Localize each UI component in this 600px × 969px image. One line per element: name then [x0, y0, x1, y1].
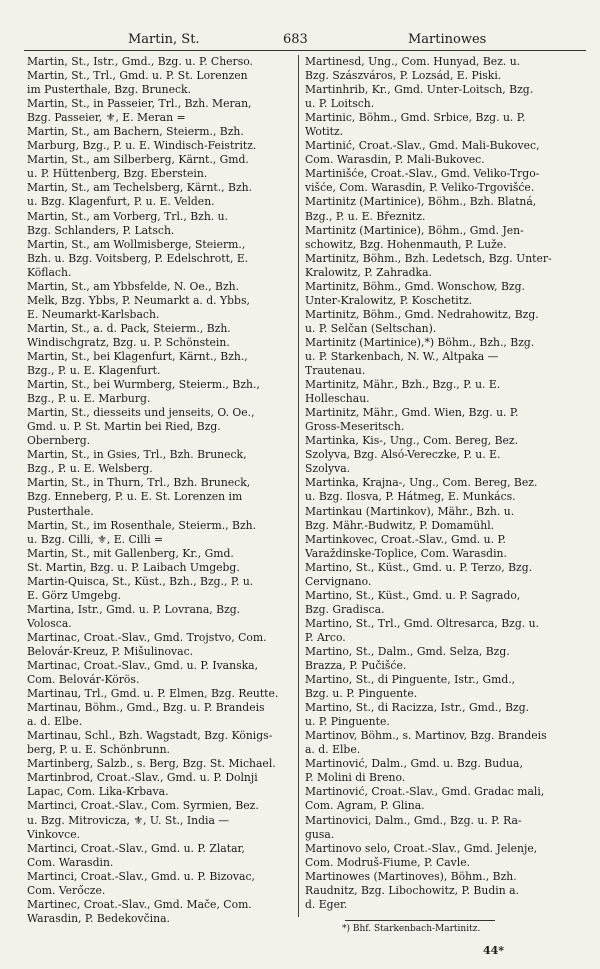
entry-line: Bzg., P. u. E. Březnitz.: [305, 209, 426, 223]
entry-line: Martinau, Schl., Bzh. Wagstadt, Bzg. Königs-: [27, 729, 273, 743]
entry-line: Com. Warasdin.: [27, 855, 114, 869]
entry-line: Martin, St., diesseits und jenseits, O. Oe.,: [27, 406, 255, 420]
entry-line: Martinovo selo, Croat.-Slav., Gmd. Jelenje,: [305, 841, 538, 855]
entry-line: d. Eger.: [305, 897, 348, 911]
entry-line: u. Bzg. Klagenfurt, P. u. E. Velden.: [27, 195, 215, 209]
printer-signature: 44*: [483, 944, 505, 957]
entry-line: Martinic, Böhm., Gmd. Srbice, Bzg. u. P.: [305, 111, 526, 125]
entry-line: im Pusterthale, Bzg. Bruneck.: [27, 83, 192, 97]
entry-line: Marburg, Bzg., P. u. E. Windisch-Feistritz.: [27, 139, 257, 153]
entry-line: Martinesd, Ung., Com. Hunyad, Bez. u.: [305, 55, 521, 68]
entry-line: Martin, St., am Vorberg, Trl., Bzh. u.: [27, 209, 229, 223]
entry-line: Martinišće, Croat.-Slav., Gmd. Veliko-Trgo-: [305, 167, 540, 181]
entry-line: Bzg. Szászváros, P. Lozsád, E. Piski.: [305, 69, 502, 83]
entry-line: Lapac, Com. Lika-Krbava.: [27, 785, 169, 799]
entry-line: Bzg. Enneberg, P. u. E. St. Lorenzen im: [27, 490, 243, 504]
entry-line: Martin-Quisca, St., Küst., Bzh., Bzg., P. u.: [27, 574, 254, 588]
entry-line: Martin, St., am Ybbsfelde, N. Oe., Bzh.: [27, 279, 240, 293]
entry-line: Bzg., P. u. E. Marburg.: [27, 392, 151, 406]
entry-line: Martino, St., Küst., Gmd. u. P. Terzo, Bzg.: [305, 560, 533, 574]
entry-line: Martinov, Böhm., s. Martinov, Bzg. Brandeis: [305, 729, 547, 743]
left-column: [27, 55, 293, 926]
entry-line: Com. Agram, P. Glina.: [305, 799, 425, 813]
entry-line: Varaždinske-Toplice, Com. Warasdin.: [305, 546, 507, 560]
entry-line: Bzg. Mähr.-Budwitz, P. Domamühl.: [305, 518, 495, 532]
entry-line: E. Neumarkt-Karlsbach.: [27, 307, 160, 321]
entry-line: Unter-Kralowitz, P. Koschetitz.: [305, 293, 473, 307]
entry-line: Melk, Bzg. Ybbs, P. Neumarkt a. d. Ybbs,: [27, 293, 250, 307]
entry-line: Martin, St., am Techelsberg, Kärnt., Bzh.: [27, 181, 253, 195]
entry-line: Martinitz, Böhm., Gmd. Nedrahowitz, Bzg.: [305, 307, 539, 321]
entry-line: Martinka, Kis-, Ung., Com. Bereg, Bez.: [305, 434, 519, 448]
entry-line: Volosca.: [27, 616, 72, 630]
entry-line: Gross-Meseritsch.: [305, 420, 405, 434]
entry-line: Martin, St., am Bachern, Steierm., Bzh.: [27, 125, 244, 139]
entry-line: Martinitz, Böhm., Bzh. Ledetsch, Bzg. Unter-: [305, 251, 552, 265]
entry-line: Martino, St., Dalm., Gmd. Selza, Bzg.: [305, 644, 510, 658]
entry-line: Warasdin, P. Bedekovčina.: [27, 911, 170, 925]
entry-line: Szolyva, Bzg. Alsó-Vereczke, P. u. E.: [305, 448, 501, 462]
entry-line: Vinkovce.: [27, 827, 81, 841]
entry-line: Windischgratz, Bzg. u. P. Schönstein.: [27, 335, 230, 349]
entry-line: Szolyva.: [305, 462, 351, 476]
entry-line: Martinbrod, Croat.-Slav., Gmd. u. P. Dolnji: [27, 771, 258, 785]
column-divider: [298, 55, 299, 917]
entry-line: Martinitz, Mähr., Gmd. Wien, Bzg. u. P.: [305, 406, 519, 420]
entry-line: Bzg. u. P. Pinguente.: [305, 687, 418, 701]
entry-line: Martinitz (Martinice),*) Böhm., Bzh., Bzg.: [305, 335, 535, 349]
entry-line: Köflach.: [27, 265, 72, 279]
entry-line: u. Bzg. Cilli, ⚜, E. Cilli =: [27, 532, 163, 546]
entry-line: schowitz, Bzg. Hohenmauth, P. Luže.: [305, 237, 507, 251]
page-number: 683: [283, 32, 308, 47]
entry-line: Martin, St., am Silberberg, Kärnt., Gmd.: [27, 153, 249, 167]
entry-line: Martinberg, Salzb., s. Berg, Bzg. St. Michael.: [27, 757, 276, 771]
entry-line: Martinci, Croat.-Slav., Gmd. u. P. Zlatar,: [27, 841, 245, 855]
entry-line: Martinac, Croat.-Slav., Gmd. Trojstvo, Com.: [27, 630, 267, 644]
entry-line: a. d. Elbe.: [27, 715, 83, 729]
entry-line: Martinkau (Martinkov), Mähr., Bzh. u.: [305, 504, 515, 518]
entry-line: Bzh. u. Bzg. Voitsberg, P. Edelschrott, E.: [27, 251, 249, 265]
entry-line: Martinkovec, Croat.-Slav., Gmd. u. P.: [305, 532, 506, 546]
entry-line: P. Arco.: [305, 630, 346, 644]
entry-line: Martinci, Croat.-Slav., Gmd. u. P. Bizovac,: [27, 869, 255, 883]
entry-line: Martin, St., in Passeier, Trl., Bzh. Meran,: [27, 97, 252, 111]
entry-line: Martinci, Croat.-Slav., Com. Syrmien, Bez.: [27, 799, 259, 813]
entry-line: a. d. Elbe.: [305, 743, 361, 757]
entry-line: Martinović, Croat.-Slav., Gmd. Gradac mali,: [305, 785, 545, 799]
entry-line: Bzg. Passeier, ⚜, E. Meran =: [27, 111, 186, 125]
entry-line: u. Bzg. Ilosva, P. Hátmeg, E. Munkács.: [305, 490, 516, 504]
entry-line: E. Görz Umgebg.: [27, 588, 122, 602]
entry-line: Martin, St., am Wollmisberge, Steierm.,: [27, 237, 246, 251]
entry-line: Martin, St., in Gsies, Trl., Bzh. Bruneck,: [27, 448, 247, 462]
entry-line: Martina, Istr., Gmd. u. P. Lovrana, Bzg.: [27, 602, 241, 616]
entry-line: Pusterthale.: [27, 504, 94, 518]
header-rule: [24, 50, 586, 51]
entry-line: višće, Com. Warasdin, P. Veliko-Trgovišće.: [305, 181, 535, 195]
entry-line: Com. Verőcze.: [27, 883, 106, 897]
entry-line: Martinec, Croat.-Slav., Gmd. Mače, Com.: [27, 897, 252, 911]
entry-line: Obernberg.: [27, 434, 91, 448]
entry-line: Gmd. u. P. St. Martin bei Ried, Bzg.: [27, 420, 221, 434]
entry-line: u. P. Pinguente.: [305, 715, 390, 729]
entry-line: Wotitz.: [305, 125, 344, 139]
entry-line: Martin, St., Istr., Gmd., Bzg. u. P. Cherso.: [27, 55, 253, 68]
entry-line: Martin, St., im Rosenthale, Steierm., Bzh.: [27, 518, 257, 532]
entry-line: P. Molini di Breno.: [305, 771, 406, 785]
entry-line: u. P. Starkenbach, N. W., Altpaka —: [305, 349, 499, 363]
entry-line: Com. Belovár-Körös.: [27, 673, 140, 687]
entry-line: Martinhrib, Kr., Gmd. Unter-Loitsch, Bzg.: [305, 83, 534, 97]
entry-line: Martino, St., di Pinguente, Istr., Gmd.,: [305, 673, 516, 687]
entry-line: Martinowes (Martinoves), Böhm., Bzh.: [305, 869, 517, 883]
entry-line: Martinitz (Martinice), Böhm., Bzh. Blatná,: [305, 195, 537, 209]
entry-line: Martinka, Krajna-, Ung., Com. Bereg, Bez.: [305, 476, 538, 490]
entry-line: Com. Warasdin, P. Mali-Bukovec.: [305, 153, 485, 167]
entry-line: gusa.: [305, 827, 335, 841]
right-column: [305, 55, 585, 912]
entry-line: Kralowitz, P. Zahradka.: [305, 265, 432, 279]
entry-line: Bzg., P. u. E. Welsberg.: [27, 462, 153, 476]
entry-line: Martinović, Dalm., Gmd. u. Bzg. Budua,: [305, 757, 523, 771]
entry-line: Trautenau.: [305, 364, 366, 378]
entry-line: Martinau, Böhm., Gmd., Bzg. u. P. Brandeis: [27, 701, 265, 715]
entry-line: Raudnitz, Bzg. Libochowitz, P. Budin a.: [305, 883, 519, 897]
footnote-rule: [345, 920, 495, 921]
entry-line: Martinitz, Böhm., Gmd. Wonschow, Bzg.: [305, 279, 525, 293]
entry-line: Martin, St., in Thurn, Trl., Bzh. Bruneck,: [27, 476, 251, 490]
entry-line: Bzg. Schlanders, P. Latsch.: [27, 223, 175, 237]
entry-line: Martinitz (Martinice), Böhm., Gmd. Jen-: [305, 223, 524, 237]
header-right-keyword: Martinowes: [408, 32, 487, 47]
entry-line: Martinovici, Dalm., Gmd., Bzg. u. P. Ra-: [305, 813, 522, 827]
entry-line: u. P. Selčan (Seltschan).: [305, 321, 437, 335]
entry-line: u. P. Loitsch.: [305, 97, 375, 111]
entry-line: Martinau, Trl., Gmd. u. P. Elmen, Bzg. Reutte.: [27, 687, 279, 701]
entry-line: Martin, St., bei Wurmberg, Steierm., Bzh.,: [27, 378, 260, 392]
entry-line: St. Martin, Bzg. u. P. Laibach Umgebg.: [27, 560, 240, 574]
entry-line: Martino, St., di Racizza, Istr., Gmd., Bzg.: [305, 701, 530, 715]
entry-line: Bzg. Gradisca.: [305, 602, 385, 616]
entry-line: u. P. Hüttenberg, Bzg. Eberstein.: [27, 167, 208, 181]
entry-line: Martinić, Croat.-Slav., Gmd. Mali-Bukovec,: [305, 139, 540, 153]
entry-line: Martino, St., Küst., Gmd. u. P. Sagrado,: [305, 588, 521, 602]
entry-line: Martin, St., a. d. Pack, Steierm., Bzh.: [27, 321, 231, 335]
entry-line: Martin, St., bei Klagenfurt, Kärnt., Bzh.,: [27, 349, 248, 363]
entry-line: Belovár-Kreuz, P. Mišulinovac.: [27, 644, 194, 658]
entry-line: Martin, St., Trl., Gmd. u. P. St. Lorenzen: [27, 69, 248, 83]
entry-line: Martin, St., mit Gallenberg, Kr., Gmd.: [27, 546, 234, 560]
entry-line: Martinitz, Mähr., Bzh., Bzg., P. u. E.: [305, 378, 501, 392]
footnote: *) Bhf. Starkenbach-Martinitz.: [342, 924, 481, 934]
entry-line: u. Bzg. Mitrovicza, ⚜, U. St., India —: [27, 813, 230, 827]
entry-line: Martinac, Croat.-Slav., Gmd. u. P. Ivanska,: [27, 659, 259, 673]
entry-line: Brazza, P. Pučišće.: [305, 659, 407, 673]
header-left-keyword: Martin, St.: [128, 32, 200, 47]
entry-line: Holleschau.: [305, 392, 370, 406]
entry-line: Com. Modruš-Fiume, P. Cavle.: [305, 855, 471, 869]
entry-line: Martino, St., Trl., Gmd. Oltresarca, Bzg. u.: [305, 616, 540, 630]
entry-line: Bzg., P. u. E. Klagenfurt.: [27, 364, 161, 378]
entry-line: Cervignano.: [305, 574, 372, 588]
entry-line: berg, P. u. E. Schönbrunn.: [27, 743, 170, 757]
